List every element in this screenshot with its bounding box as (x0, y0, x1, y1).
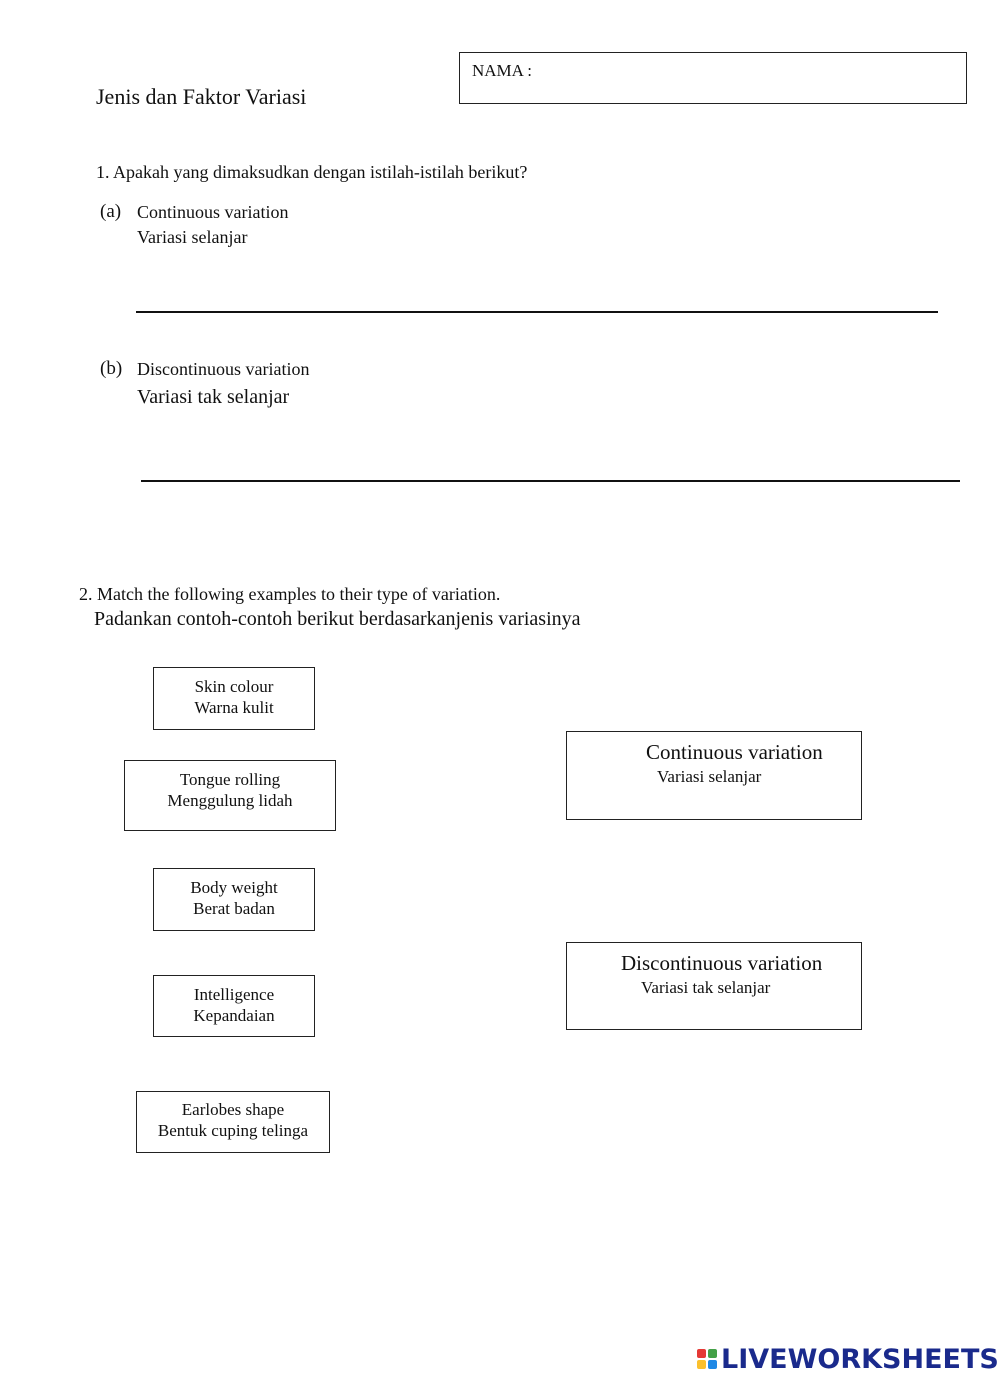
part-b-term-en: Discontinuous variation (137, 359, 310, 379)
answer-line-b[interactable] (141, 480, 960, 482)
liveworksheets-logo (697, 1344, 999, 1374)
name-field[interactable] (459, 52, 967, 104)
example-label-en: Skin colour (194, 677, 274, 696)
type-label-ms: Variasi tak selanjar (641, 978, 771, 997)
part-b-term-ms: Variasi tak selanjar (137, 386, 290, 408)
question-2-prompt-en: 2. Match the following examples to their type of variation. (79, 584, 501, 604)
example-label-ms: Warna kulit (194, 698, 274, 717)
example-label-ms: Berat badan (193, 899, 275, 918)
example-label-ms: Bentuk cuping telinga (157, 1121, 309, 1140)
question-2-prompt-ms: Padankan contoh-contoh berikut berdasarkanjenis variasinya (94, 608, 581, 630)
part-b-letter: (b) (100, 358, 123, 379)
example-label-en: Tongue rolling (179, 770, 281, 789)
type-box-discontinuous[interactable] (566, 942, 862, 1030)
logo-mark-icon (697, 1349, 717, 1369)
question-1-prompt: 1. Apakah yang dimaksudkan dengan istilah-istilah berikut? (96, 162, 528, 182)
part-a-term-en: Continuous variation (137, 202, 289, 222)
example-label-en: Earlobes shape (181, 1100, 285, 1119)
name-label: NAMA : (472, 61, 532, 80)
type-label-en: Discontinuous variation (621, 951, 823, 975)
part-a-letter: (a) (100, 201, 122, 222)
example-label-ms: Kepandaian (193, 1006, 275, 1025)
example-label-en: Intelligence (193, 985, 275, 1004)
type-box-continuous[interactable] (566, 731, 862, 820)
part-a-term-ms: Variasi selanjar (137, 227, 248, 247)
example-box-earlobes-shape[interactable] (136, 1091, 330, 1153)
example-box-skin-colour[interactable] (153, 667, 315, 730)
example-box-intelligence[interactable] (153, 975, 315, 1037)
type-label-en: Continuous variation (646, 740, 823, 764)
type-label-ms: Variasi selanjar (657, 767, 762, 786)
example-label-ms: Menggulung lidah (167, 791, 293, 810)
page-title: Jenis dan Faktor Variasi (96, 84, 307, 109)
example-label-en: Body weight (190, 878, 278, 897)
example-box-tongue-rolling[interactable] (124, 760, 336, 831)
answer-line-a[interactable] (136, 311, 938, 313)
logo-text: LIVEWORKSHEETS (721, 1343, 999, 1375)
example-box-body-weight[interactable] (153, 868, 315, 931)
